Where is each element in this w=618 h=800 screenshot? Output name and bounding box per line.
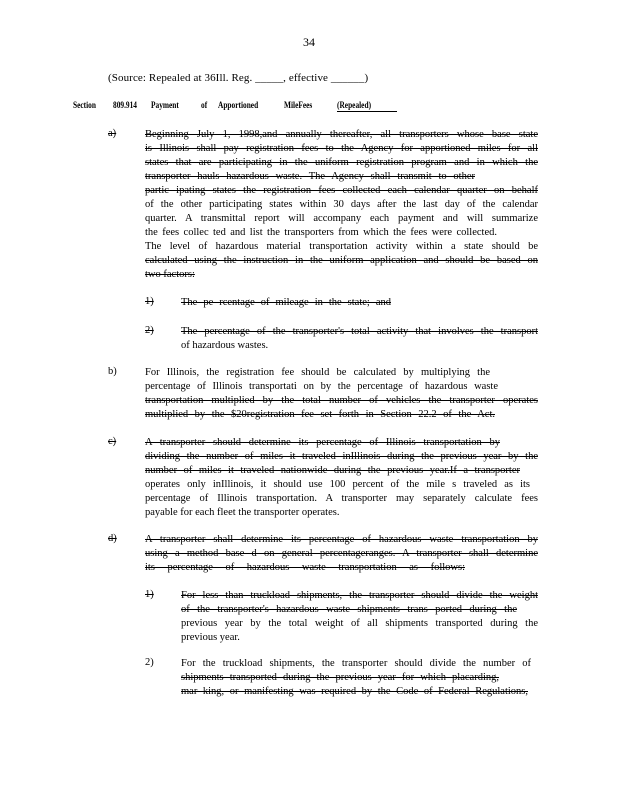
para-a-body	[145, 128, 538, 282]
para-d-line: its percentage of hazardous waste transportation as follows:	[145, 562, 465, 573]
para-d2-line: shipments transported during the previous year for which placarding,	[181, 672, 499, 683]
para-a-line: states that are participating in the uniform registration program and in which the	[145, 157, 538, 168]
section-title-apportioned: Apportioned	[218, 100, 259, 110]
para-a-line: two factors:	[145, 269, 195, 280]
para-a2-line: The percentage of the transporter's total activity that involves the transport	[181, 326, 538, 337]
para-b-label: b)	[108, 366, 117, 377]
para-c-label: c)	[108, 436, 117, 447]
para-a2-label: 2)	[145, 325, 154, 336]
para-d-line: A transporter shall determine its percentage of hazardous waste transportation by	[145, 534, 538, 545]
para-b-line: percentage of Illinois transportati on by the percentage of hazardous waste	[145, 381, 498, 392]
para-d2-line: mar king, or manifesting was required by the Code of Federal Regulations,	[181, 686, 528, 697]
para-d2-body	[181, 657, 538, 699]
para-d2-line: For the truckload shipments, the transporter should divide the number of	[181, 658, 531, 669]
section-number: 809.914	[113, 100, 137, 110]
section-status: (Repealed)	[337, 100, 372, 110]
para-a1-line: The pe rcentage of mileage in the state; and	[181, 297, 391, 308]
para-c-line: A transporter should determine its percentage of Illinois transportation by	[145, 437, 500, 448]
para-a2-line: of hazardous wastes.	[181, 340, 269, 351]
para-b-line: For Illinois, the registration fee should be calculated by multiplying the	[145, 367, 490, 378]
para-a-line: partic ipating states the registration fees collected each calendar quarter on behalf	[145, 185, 538, 196]
para-a-line: calculated using the instruction in the uniform application and should be based on	[145, 255, 538, 266]
source-note: (Source: Repealed at 36Ill. Reg. _____, effective ______)	[108, 72, 369, 84]
page-number: 34	[303, 35, 315, 49]
para-a-label: a)	[108, 128, 117, 139]
para-a1-body	[181, 296, 391, 310]
para-b-line: multiplied by the $20registration fee set forth in Section 22.2 of the Act.	[145, 409, 495, 420]
para-c-body	[145, 436, 538, 520]
para-a-line: Beginning July 1, 1998,and annually thereafter, all transporters whose base state	[145, 129, 538, 140]
para-b-body	[145, 366, 538, 422]
para-a1-label: 1)	[145, 296, 154, 307]
para-a-line: the fees collec ted and list the transporters from which the fees were collected.	[145, 227, 497, 238]
para-d1-body	[181, 589, 538, 645]
para-d1-line: For less than truckload shipments, the transporter should divide the weight	[181, 590, 538, 601]
section-label: Section	[73, 100, 96, 110]
para-a-line: is Illinois shall pay registration fees to the Agency for apportioned miles for all	[145, 143, 538, 154]
para-c-line: number of miles it traveled nationwide during the previous year.If a transporter	[145, 465, 520, 476]
para-d1-line: of the transporter's hazardous waste shipments trans ported during the	[181, 604, 517, 615]
para-d-line: using a method base d on general percentageranges. A transporter shall determine	[145, 548, 538, 559]
section-title-of: of	[201, 100, 208, 110]
para-d1-line: previous year by the total weight of all shipments transported during the	[181, 618, 538, 629]
para-d1-line: previous year.	[181, 632, 240, 643]
para-c-line: payable for each fleet the transporter operates.	[145, 507, 340, 518]
section-title-milefees: MileFees	[284, 100, 313, 110]
para-d2-label: 2)	[145, 657, 154, 668]
para-d-body	[145, 533, 538, 575]
para-d1-label: 1)	[145, 589, 154, 600]
para-b-line: transportation multiplied by the total number of vehicles the transporter operates	[145, 395, 538, 406]
para-c-line: dividing the number of miles it traveled inIllinois during the previous year by the	[145, 451, 538, 462]
para-a-line: transporter hauls hazardous waste. The Agency shall transmit to other	[145, 171, 475, 182]
para-c-line: operates only inIllinois, it should use 100 percent of the mile s traveled as its	[145, 479, 530, 490]
para-a-line: of the other participating states within 30 days after the last day of the calendar	[145, 199, 538, 210]
status-underline	[337, 111, 397, 112]
para-c-line: percentage of Illinois transportation. A transporter may separately calculate fees	[145, 493, 538, 504]
para-a-line: quarter. A transmittal report will accompany each payment and will summarize	[145, 213, 538, 224]
para-d-label: d)	[108, 533, 117, 544]
para-a-line: The level of hazardous material transportation activity within a state should be	[145, 241, 538, 252]
section-title-payment: Payment	[151, 100, 179, 110]
para-a2-body	[181, 325, 538, 353]
